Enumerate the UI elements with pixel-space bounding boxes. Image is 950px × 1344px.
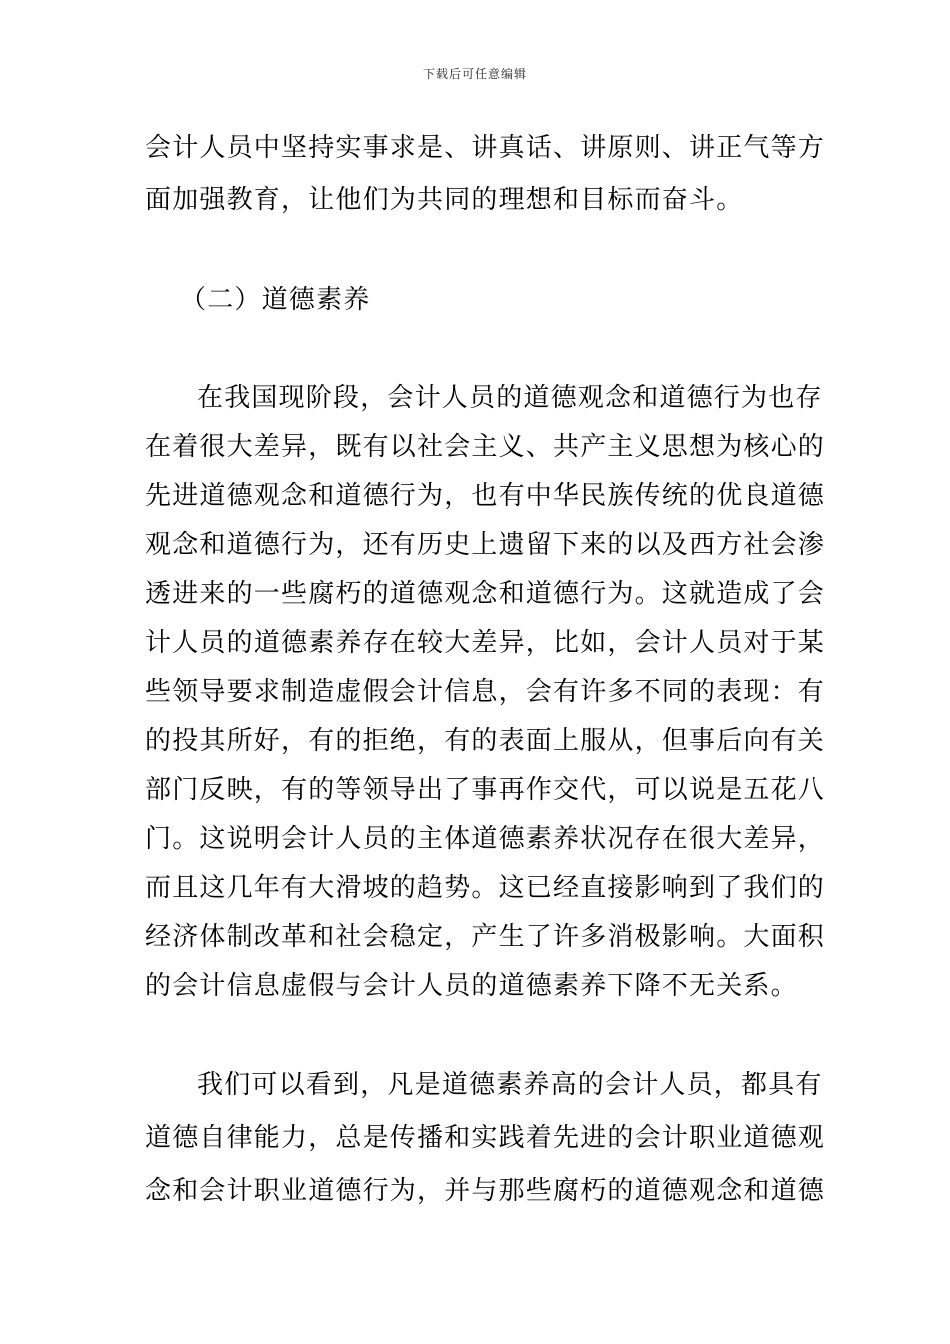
paragraph-line: 道德自律能力，总是传播和实践着先进的会计职业道德观 [145, 1123, 826, 1153]
paragraph-line: 门。这说明会计人员的主体道德素养状况存在很大差异， [145, 824, 826, 854]
section-heading: （二）道德素养 [180, 285, 371, 315]
paragraph-line: 的会计信息虚假与会计人员的道德素养下降不无关系。 [145, 971, 798, 1001]
header-note: 下载后可任意编辑 [422, 67, 527, 81]
paragraph-line: 经济体制改革和社会稳定，产生了许多消极影响。大面积 [145, 922, 826, 952]
paragraph-line: 先进道德观念和道德行为，也有中华民族传统的优良道德 [145, 481, 826, 511]
paragraph-line: 而且这几年有大滑坡的趋势。这已经直接影响到了我们的 [145, 873, 826, 903]
paragraph-line: 部门反映，有的等领导出了事再作交代，可以说是五花八 [145, 775, 826, 805]
paragraph-line: 透进来的一些腐朽的道德观念和道德行为。这就造成了会 [145, 579, 826, 609]
paragraph-line: 面加强教育，让他们为共同的理想和目标而奋斗。 [145, 185, 744, 215]
paragraph-line: 会计人员中坚持实事求是、讲真话、讲原则、讲正气等方 [145, 133, 826, 163]
paragraph-line: 念和会计职业道德行为，并与那些腐朽的道德观念和道德 [145, 1176, 826, 1206]
paragraph-line: 观念和道德行为，还有历史上遗留下来的以及西方社会渗 [145, 530, 826, 560]
paragraph-line: 些领导要求制造虚假会计信息，会有许多不同的表现：有 [145, 677, 826, 707]
paragraph-line: 的投其所好，有的拒绝，有的表面上服从，但事后向有关 [145, 726, 826, 756]
paragraph-line: 在我国现阶段，会计人员的道德观念和道德行为也存 [197, 383, 823, 413]
paragraph-line: 我们可以看到，凡是道德素养高的会计人员，都具有 [197, 1070, 823, 1100]
paragraph-line: 计人员的道德素养存在较大差异，比如，会计人员对于某 [145, 628, 826, 658]
paragraph-line: 在着很大差异，既有以社会主义、共产主义思想为核心的 [145, 432, 826, 462]
